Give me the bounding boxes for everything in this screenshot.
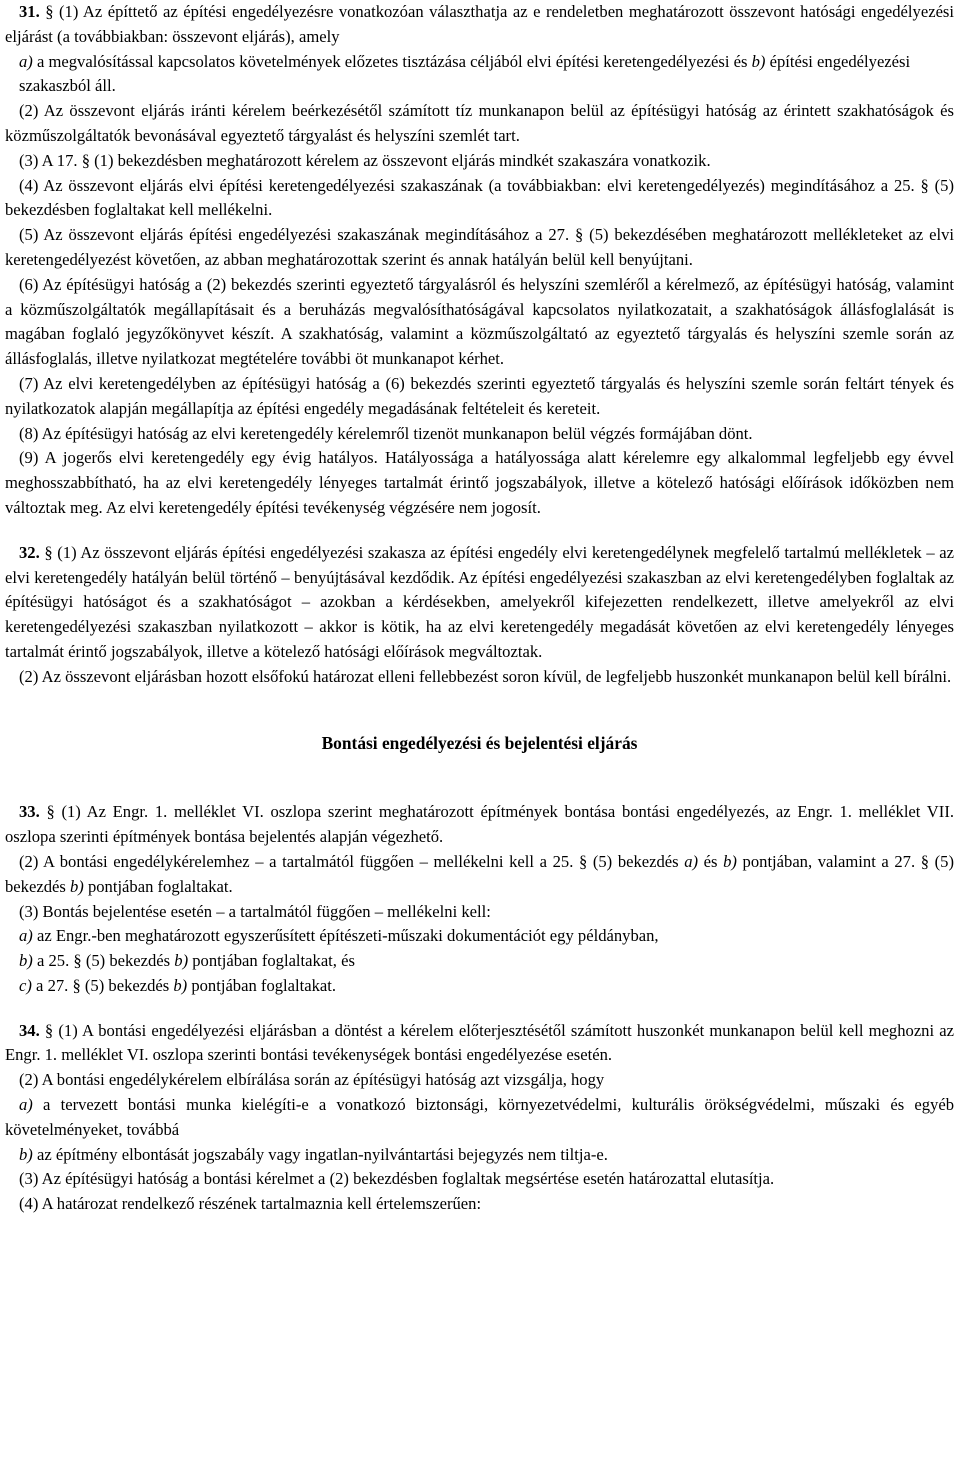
paragraph: [5, 99, 954, 149]
paragraph: [5, 541, 954, 665]
paragraph: [5, 74, 954, 99]
paragraph: [5, 850, 954, 900]
text-run: (2) Az összevont eljárás iránti kérelem beérkezésétől számított tíz munkanapon belül az építésügyi hatóság az érintett szakhatóságok és közműszolgáltatók bevonásával egyeztető tárgyalást és helyszíni szemlét tart.: [5, 101, 954, 145]
text-run: (9) A jogerős elvi keretengedély egy évig hatályos. Hatályossága a hatályossága alatt kérelemre egy alkalommal legfeljebb egy évvel meghosszabbítható, ha az elvi keretengedély lényeges tartalmát érintő jogszabályok, illetve a kötelező hatósági előírások időközben nem változtak meg. Az elvi keretengedély építési tevékenység végzésére nem jogosít.: [5, 448, 954, 517]
item-letter: b): [174, 951, 189, 971]
text-run: pontjában, valamint a 27. § (5) bekezdés: [5, 851, 954, 896]
paragraph: [5, 1019, 954, 1069]
paragraph: [5, 1068, 954, 1093]
item-letter: b): [19, 1144, 33, 1164]
text-run: (2) A bontási engedélykérelem elbírálása során az építésügyi hatóság azt vizsgálja, hogy: [19, 1070, 605, 1090]
text-run: (4) A határozat rendelkező részének tartalmaznia kell értelemszerűen:: [19, 1194, 482, 1214]
text-run: az építmény elbontását jogszabály vagy ingatlan-nyilvántartási bejegyzés nem tiltja-e.: [32, 1144, 608, 1164]
section-34: [5, 1019, 954, 1217]
paragraph: [5, 50, 954, 75]
text-run: § (1) Az összevont eljárás építési engedélyezési szakasza az építési engedély elvi keretengedélynek megfelelő tartalmú mellékletek – az elvi keretengedély hatályán belül történő – benyújtásával kezdődik. Az építési engedélyezési szakaszban az elvi keretengedélyben foglaltak az építésügyi hatóságot és a szakhatóságot – azokban a kérdésekben, amelyekről kifejezetten rendelkezett, illetve amelyekről az elvi keretengedélyezési szakaszban nyilatkozott – akkor is kötik, ha az elvi keretengedély megadását követően az elvi keretengedély lényeges tartalmát érintő jogszabályok, illetve a kötelező hatósági előírások megváltoztak.: [5, 542, 954, 661]
text-run: a megvalósítással kapcsolatos követelmények előzetes tisztázása céljából elvi építési keretengedélyezési és: [32, 51, 752, 71]
paragraph: [5, 949, 954, 974]
item-letter: b): [173, 975, 188, 995]
paragraph: [5, 1093, 954, 1143]
item-letter: a): [19, 1095, 33, 1115]
item-letter: a): [19, 51, 33, 71]
text-run: pontjában foglaltakat.: [83, 876, 233, 896]
paragraph: [5, 924, 954, 949]
text-run: (2) A bontási engedélykérelemhez – a tartalmától függően – mellékelni kell a 25. § (5) bekezdés: [19, 851, 685, 871]
section-32: [5, 541, 954, 690]
text-run: pontjában foglaltakat.: [187, 975, 337, 995]
section-number: 31.: [19, 2, 40, 21]
text-run: (2) Az összevont eljárásban hozott elsőfokú határozat elleni fellebbezést soron kívül, de legfeljebb huszonkét munkanapon belül kell bírálni.: [19, 666, 952, 686]
paragraph: [5, 1167, 954, 1192]
paragraph: [5, 900, 954, 925]
text-run: és: [698, 851, 724, 871]
text-run: (3) A 17. § (1) bekezdésben meghatározott kérelem az összevont eljárás mindkét szakaszára vonatkozik.: [19, 150, 711, 170]
text-run: (3) Az építésügyi hatóság a bontási kérelmet a (2) bekezdésben foglaltak megsértése esetén határozattal elutasítja.: [19, 1169, 775, 1189]
paragraph: [5, 422, 954, 447]
paragraph: [5, 665, 954, 690]
paragraph: [5, 174, 954, 224]
text-run: § (1) A bontási engedélyezési eljárásban a döntést a kérelem előterjesztésétől számított huszonkét munkanapon belül kell meghozni az Engr. 1. melléklet VI. oszlopa szerinti bontási tevékenységek bontási engedélyezése esetén.: [5, 1020, 954, 1065]
item-letter: c): [19, 975, 32, 995]
text-run: az Engr.-ben meghatározott egyszerűsített építészeti-műszaki dokumentációt egy példányban,: [32, 926, 659, 946]
paragraph: [5, 800, 954, 850]
section-number: 34.: [19, 1020, 40, 1040]
paragraph: [5, 974, 954, 999]
item-letter: b): [723, 851, 737, 871]
paragraph: [5, 149, 954, 174]
text-run: (5) Az összevont eljárás építési engedélyezési szakaszának megindításához a 27. § (5) bekezdésében meghatározott mellékleteket az elvi keretengedélyezést követően, az abban meghatározottak szerint és annak hatályán belül kell benyújtani.: [5, 225, 954, 269]
text-run: § (1) Az Engr. 1. melléklet VI. oszlopa szerint meghatározott építmények bontása bontási engedélyezés, az Engr. 1. melléklet VII. oszlopa szerinti építmények bontása bejelentés alapján végezhető.: [5, 802, 954, 847]
text-run: § (1) Az építtető az építési engedélyezésre vonatkozóan választhatja az e rendeletben meghatározott összevont hatósági engedélyezési eljárást (a továbbiakban: összevont eljárás), amely: [5, 2, 954, 46]
text-run: (3) Bontás bejelentése esetén – a tartalmától függően – mellékelni kell:: [19, 901, 491, 921]
section-number: 32.: [19, 542, 40, 562]
item-letter: b): [69, 876, 84, 896]
item-letter: b): [19, 951, 33, 971]
item-letter: a): [684, 851, 699, 871]
item-letter: a): [19, 926, 33, 946]
paragraph: [5, 372, 954, 422]
item-letter: b): [751, 51, 766, 71]
paragraph: [5, 1192, 954, 1217]
paragraph: [5, 446, 954, 520]
section-heading: Bontási engedélyezési és bejelentési eljárás: [321, 732, 638, 753]
paragraph: [5, 223, 954, 273]
text-run: a tervezett bontási munka kielégíti-e a vonatkozó biztonsági, környezetvédelmi, kulturális örökségvédelmi, műszaki és egyéb követelményeket, továbbá: [5, 1095, 954, 1139]
section-33: [5, 800, 954, 998]
text-run: a 27. § (5) bekezdés: [31, 975, 174, 995]
text-run: (7) Az elvi keretengedélyben az építésügyi hatóság a (6) bekezdés szerinti egyeztető tárgyalás és helyszíni szemle során feltárt tények és nyilatkozatok alapján megállapítja az építési engedély megadásának feltételeit és kereteit.: [5, 373, 954, 418]
heading-block: [5, 731, 954, 756]
text-run: (6) Az építésügyi hatóság a (2) bekezdés szerinti egyeztető tárgyalásról és helyszíni szemléről a kérelmező, az építésügyi hatóság, valamint a közműszolgáltatók megállapításait és a beruházás megvalósíthatóságával kapcsolatos nyilatkozatait, a szakhatóságok állásfoglalását is magában foglaló jegyzőkönyvet készít. A szakhatóság, valamint a közműszolgáltató az egyeztető tárgyalás és helyszíni szemle során az állásfoglalás, illetve nyilatkozat megtételére további öt munkanapot kérhet.: [5, 274, 954, 369]
paragraph: [5, 273, 954, 372]
section-31: [5, 0, 954, 521]
section-number: 33.: [19, 802, 40, 822]
paragraph: [5, 1143, 954, 1168]
text-run: szakaszból áll.: [19, 76, 116, 96]
text-run: a 25. § (5) bekezdés: [32, 951, 175, 971]
text-run: építési engedélyezési: [765, 51, 911, 71]
text-run: (8) Az építésügyi hatóság az elvi keretengedély kérelemről tizenöt munkanapon belül végzés formájában dönt.: [19, 423, 753, 443]
text-run: (4) Az összevont eljárás elvi építési keretengedélyezési szakaszának (a továbbiakban: elvi keretengedélyezés) megindításához a 25. § (5) bekezdésben foglaltakat kell mellékelni.: [5, 175, 954, 220]
text-run: pontjában foglaltakat, és: [188, 951, 355, 971]
paragraph: [5, 0, 954, 50]
